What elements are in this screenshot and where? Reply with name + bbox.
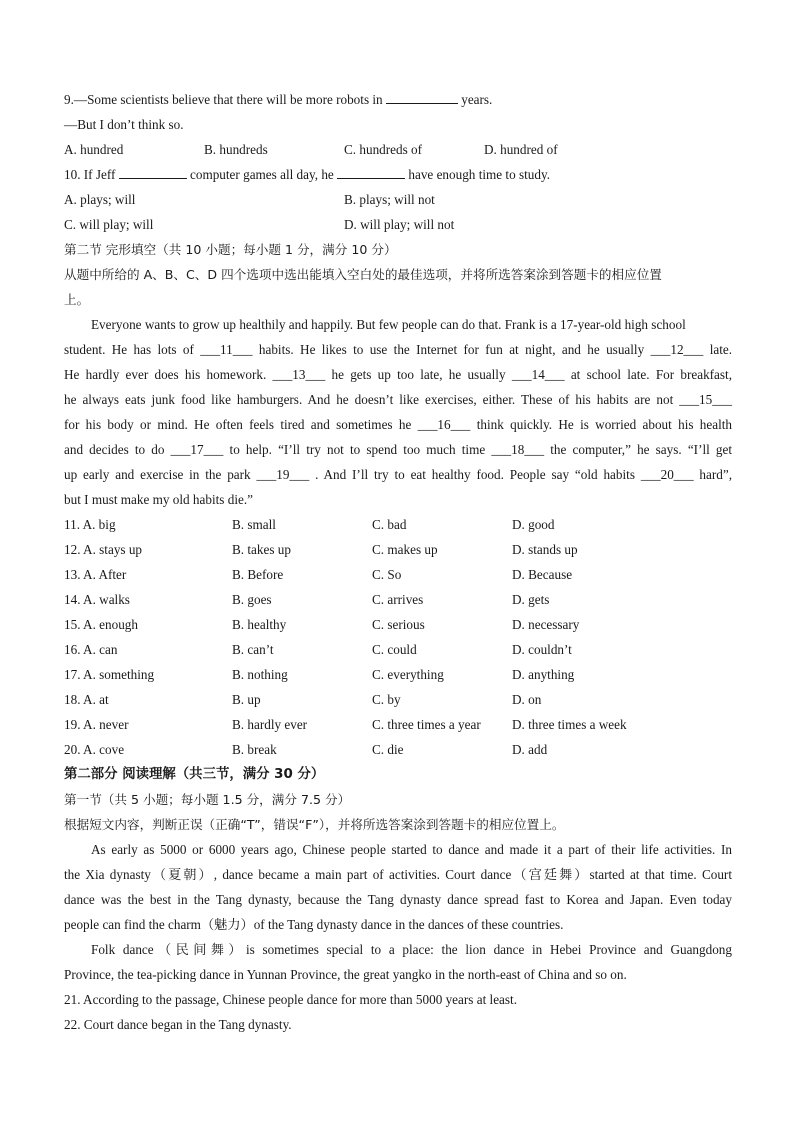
cloze-passage: Everyone wants to grow up healthily and happily. But few people can do that. Frank is a 17-year-old high school student. He has lots of ___11___ habits. He likes to use the Internet for fun at night, and he usually ___12___ late. He hardly ever does his homework. ___13___ he gets up too late, he usually ___14___ at school late. For breakfast, he always eats junk food like hamburgers. And he doesn’t like exercises, either. These of his habits are not ___15___ for his body or mind. He often feels tired and sometimes he ___16___ think quickly. He is worried about his health and decides to do ___17___ to help. “I’ll try not to spend too much time ___18___ the computer,” he says. “I’ll get up early and exercise in the park ___19___ . And I’ll try to eat healthy food. People say “old habits ___20___ hard”, but I must make my old habits die.”	[64, 317, 733, 507]
q9-options	[64, 137, 732, 162]
blank-16: ___16___	[417, 417, 471, 432]
question-22: 22. Court dance began in the Tang dynasty.	[64, 1017, 292, 1032]
q10-stem: 10. If Jeff computer games all day, he have enough time to study.	[64, 167, 551, 182]
q9-stem: 9.—Some scientists believe that there will be more robots in years.	[64, 92, 493, 107]
blank-13: ___13___	[272, 367, 326, 382]
section-heading: 第二节 完形填空（共 10 小题；每小题 1 分，满分 10 分）	[64, 242, 397, 257]
answer-blank	[119, 166, 187, 179]
blank-12: ___12___	[650, 342, 704, 357]
q10-options-row1	[64, 187, 732, 212]
option-b: B. hundreds	[204, 142, 268, 157]
blank-20: ___20___	[640, 467, 694, 482]
option-c: C. hundreds of	[344, 142, 423, 157]
section-instructions: 根据短文内容，判断正误（正确“T”，错误“F”），并将所选答案涂到答题卡的相应位置上。	[64, 817, 565, 832]
option-row: 19. A. never B. hardly ever C. three times a year D. three times a week	[64, 717, 627, 732]
answer-blank	[386, 91, 458, 104]
option-d: D. will play; will not	[344, 217, 455, 232]
option-c: C. will play; will	[64, 217, 154, 232]
option-row: 11. A. big B. small C. bad D. good	[64, 517, 555, 532]
option-b: B. plays; will not	[344, 192, 435, 207]
option-a: A. hundred	[64, 142, 124, 157]
blank-19: ___19___	[256, 467, 310, 482]
part-heading: 第二部分 阅读理解（共三节，满分 30 分）	[64, 767, 325, 782]
option-row: 12. A. stays up B. takes up C. makes up D. stands up	[64, 542, 578, 557]
option-row: 17. A. something B. nothing C. everything D. anything	[64, 667, 575, 682]
question-21: 21. According to the passage, Chinese people dance for more than 5000 years at least.	[64, 992, 517, 1007]
blank-11: ___11___	[200, 342, 253, 357]
section-heading: 第一节（共 5 小题；每小题 1.5 分，满分 7.5 分）	[64, 792, 351, 807]
cloze-options	[64, 512, 732, 762]
reading-passage: As early as 5000 or 6000 years ago, Chinese people started to dance and made it a part of their life activities. In the Xia dynasty（夏朝）, dance became a main part of activities. Court dance（宫廷舞）started at that time. Court dance was the best in the Tang dynasty, because the Tang dynasty dance spread fast to Korea and Japan. Even today people can find the charm（魅力）of the Tang dynasty dance in the dances of these countries. Folk dance（民间舞）is sometimes special to a place: the lion dance in Hebei Province and Guangdong Province, the tea-picking dance in Yunnan Province, the great yangko in the north-east of China and so on.	[64, 842, 732, 982]
option-d: D. hundred of	[484, 142, 558, 157]
section-instructions: 从题中所给的 A、B、C、D 四个选项中选出能填入空白处的最佳选项，并将所选答案涂到答题卡的相应位置	[64, 267, 662, 282]
option-row: 18. A. at B. up C. by D. on	[64, 692, 542, 707]
section-instructions-cont: 上。	[64, 292, 90, 307]
option-a: A. plays; will	[64, 192, 136, 207]
option-row: 20. A. cove B. break C. die D. add	[64, 742, 548, 757]
blank-15: ___15___	[679, 392, 732, 407]
blank-18: ___18___	[491, 442, 545, 457]
option-row: 13. A. After B. Before C. So D. Because	[64, 567, 573, 582]
option-row: 15. A. enough B. healthy C. serious D. necessary	[64, 617, 580, 632]
option-row: 16. A. can B. can’t C. could D. couldn’t	[64, 642, 572, 657]
option-row: 14. A. walks B. goes C. arrives D. gets	[64, 592, 550, 607]
blank-17: ___17___	[170, 442, 224, 457]
q9-reply: —But I don’t think so.	[64, 117, 184, 132]
answer-blank	[337, 166, 405, 179]
blank-14: ___14___	[511, 367, 565, 382]
q10-options-row2	[64, 212, 732, 237]
exam-page	[64, 87, 732, 1037]
